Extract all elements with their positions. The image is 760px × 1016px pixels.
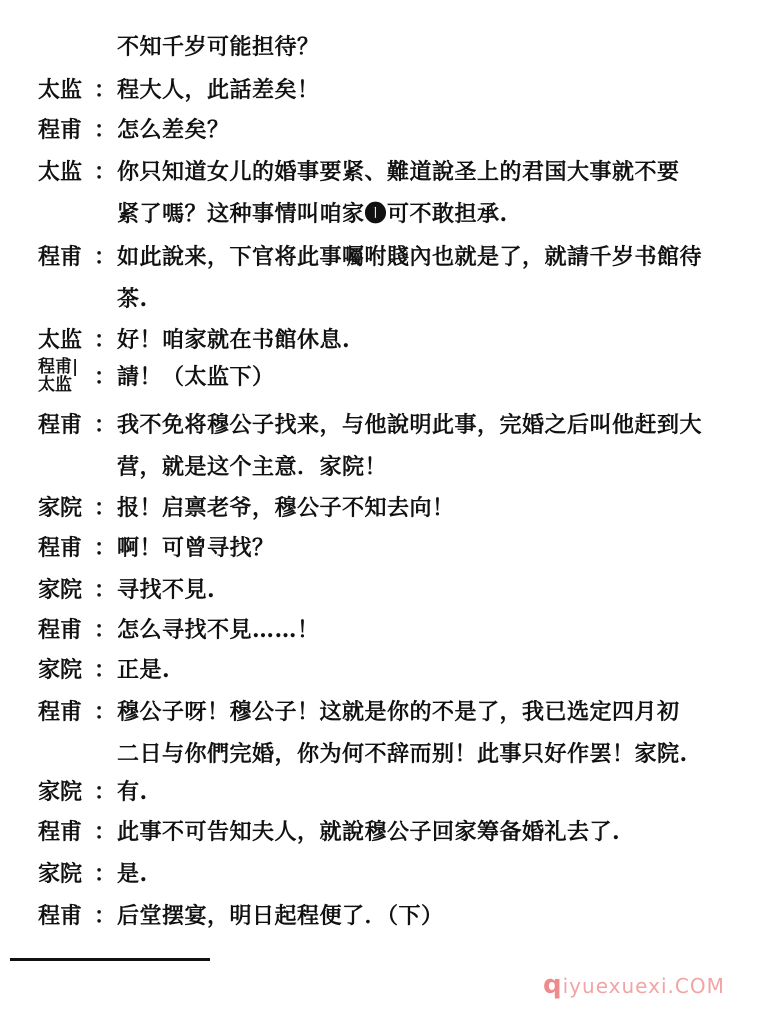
dialogue-text: 报！启禀老爷，穆公子不知去向！	[117, 495, 455, 521]
dialogue-line	[0, 410, 760, 440]
dialogue-text: 寻找不見.	[117, 577, 216, 603]
dialogue-line	[0, 242, 760, 272]
dialogue-line	[0, 32, 760, 62]
dialogue-text: 是.	[117, 861, 148, 887]
speaker-colon: ：	[94, 495, 117, 521]
dialogue-line	[0, 575, 760, 605]
speaker-label: 程甫	[38, 617, 83, 643]
speaker-label: 家院	[38, 495, 83, 521]
speaker-label: 太监	[38, 327, 83, 353]
dialogue-text: 怎么寻找不見……！	[117, 617, 320, 643]
dialogue-continuation	[0, 739, 760, 769]
speaker-label: 程甫	[38, 244, 83, 270]
speaker-label: 家院	[38, 657, 83, 683]
speaker-colon: ：	[94, 77, 117, 103]
speaker-label: 太监	[38, 77, 83, 103]
speaker-label: 程甫	[38, 412, 83, 438]
dialogue-line	[0, 615, 760, 645]
speaker-label: 程甫	[38, 117, 83, 143]
speaker-colon: ：	[94, 244, 117, 270]
dialogue-text: 紧了嗎？这种事情叫咱家❶可不敢担承.	[117, 201, 508, 227]
dialogue-text: 程大人，此話差矣！	[117, 77, 320, 103]
dialogue-line	[0, 697, 760, 727]
dialogue-text: 如此說来，下官将此事囑咐賤內也就是了，就請千岁书館待	[117, 244, 703, 270]
dialogue-line	[0, 493, 760, 523]
dialogue-text: 不知千岁可能担待？	[117, 34, 320, 60]
speaker-colon: ：	[94, 699, 117, 725]
speaker-label: 家院	[38, 779, 83, 805]
dialogue-continuation	[0, 284, 760, 314]
dialogue-text: 正是.	[117, 657, 171, 683]
speaker-colon: ：	[94, 819, 117, 845]
speaker-label: 程甫	[38, 699, 83, 725]
dialogue-text: 茶.	[117, 286, 148, 312]
dialogue-continuation	[0, 452, 760, 482]
dialogue-text: 二日与你們完婚，你为何不辞而别！此事只好作罢！家院.	[117, 741, 688, 767]
dialogue-text: 我不免将穆公子找来，与他說明此事，完婚之后叫他赶到大	[117, 412, 703, 438]
speaker-colon: ：	[94, 364, 117, 390]
dialogue-text: 好！咱家就在书館休息.	[117, 327, 351, 353]
dialogue-line	[0, 655, 760, 685]
dialogue-line	[0, 75, 760, 105]
dialogue-line	[0, 115, 760, 145]
speaker-colon: ：	[94, 117, 117, 143]
dialogue-text: 穆公子呀！穆公子！这就是你的不是了，我已选定四月初	[117, 699, 680, 725]
speaker-label: 程甫	[38, 903, 83, 929]
speaker-label: 家院	[38, 577, 83, 603]
speaker-colon: ：	[94, 861, 117, 887]
speaker-colon: ：	[94, 577, 117, 603]
dialogue-text: 你只知道女儿的婚事要紧、難道說圣上的君国大事就不要	[117, 159, 680, 185]
speaker-label: 程甫	[38, 819, 83, 845]
footnote-rule	[10, 958, 210, 961]
dialogue-line	[0, 533, 760, 563]
watermark	[543, 970, 725, 1000]
speaker-colon: ：	[94, 535, 117, 561]
dialogue-line	[0, 859, 760, 889]
speaker-label: 程甫|太监	[38, 357, 79, 395]
speaker-colon: ：	[94, 412, 117, 438]
speaker-colon: ：	[94, 903, 117, 929]
dialogue-line	[0, 817, 760, 847]
watermark-text: iyuexuexi.COM	[562, 974, 725, 998]
speaker-label: 家院	[38, 861, 83, 887]
dialogue-line	[0, 157, 760, 187]
speaker-label: 程甫	[38, 535, 83, 561]
speaker-colon: ：	[94, 159, 117, 185]
watermark-mark: q	[543, 970, 563, 1000]
dialogue-line	[0, 357, 760, 395]
dialogue-text: 后堂摆宴，明日起程便了．（下）	[117, 903, 444, 929]
dialogue-text: 啊！可曾寻找？	[117, 535, 275, 561]
dialogue-text: 营，就是这个主意．家院！	[117, 454, 388, 480]
dialogue-text: 此事不可告知夫人，就說穆公子回家筹备婚礼去了.	[117, 819, 621, 845]
speaker-colon: ：	[94, 327, 117, 353]
dialogue-line	[0, 325, 760, 355]
dialogue-line	[0, 777, 760, 807]
dialogue-text: 怎么差矣？	[117, 117, 230, 143]
dialogue-text: 有.	[117, 779, 148, 805]
speaker-colon: ：	[94, 657, 117, 683]
dialogue-text: 請！（太监下）	[117, 364, 275, 390]
speaker-label: 太监	[38, 159, 83, 185]
dialogue-line	[0, 901, 760, 931]
speaker-colon: ：	[94, 617, 117, 643]
speaker-colon: ：	[94, 779, 117, 805]
dialogue-continuation	[0, 199, 760, 229]
